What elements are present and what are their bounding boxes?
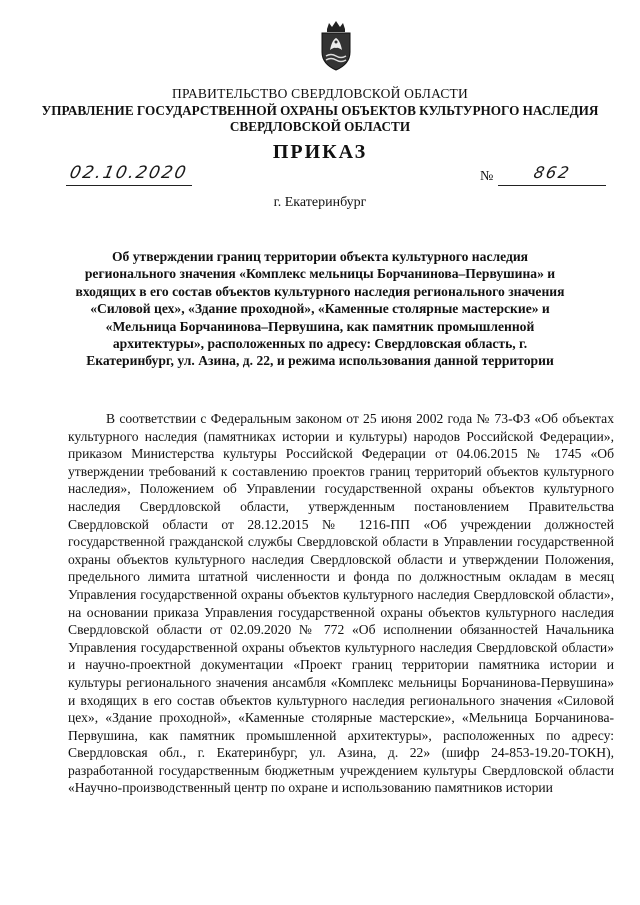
order-number-block (480, 163, 606, 185)
order-date-field (66, 163, 192, 186)
order-number-field (498, 163, 606, 186)
order-number: 862 (531, 163, 573, 182)
department-name-line1: УПРАВЛЕНИЕ ГОСУДАРСТВЕННОЙ ОХРАНЫ ОБЪЕКТОВ КУЛЬТУРНОГО НАСЛЕДИЯ (41, 103, 599, 118)
document-type: ПРИКАЗ (272, 141, 368, 163)
order-date: 02.10.2020 (67, 163, 190, 183)
sverdlovsk-coat-of-arms-icon (318, 20, 354, 72)
city: г. Екатеринбург (273, 195, 367, 210)
order-title: Об утверждении границ территории объекта культурного наследия регионального значения «Комплекс мельницы Борчанинова–Первушина» и входящих в его состав объектов культурного наследия регионального значения «Силовой цех», «Здание проходной», «Каменные столярные мастерские» и «Мельница Борчанинова–Первушина, как памятник промышленной архитектуры», расположенных по адресу: Свердловская область, г. Екатеринбург, ул. Азина, д. 22, и режима использования данной территории (75, 249, 565, 369)
number-sign: № (480, 169, 494, 184)
government-name: ПРАВИТЕЛЬСТВО СВЕРДЛОВСКОЙ ОБЛАСТИ (172, 86, 468, 101)
order-body-paragraph: В соответствии с Федеральным законом от 25 июня 2002 года № 73-ФЗ «Об объектах культурного наследия (памятниках истории и культуры) народов Российской Федерации», приказом Министерства культуры Российской Федерации от 04.06.2015 № 1745 «Об утверждении требований к составлению проектов границ территорий объектов культурного наследия», Положением об Управлении государственной охраны объектов культурного наследия Свердловской области, утвержденным постановлением Правительства Свердловской области от 28.12.2015 № 1216-ПП «Об учреждении должностей государственной гражданской службы Свердловской области в Управлении государственной охраны объектов культурного наследия Свердловской области и утверждении Положения, предельного лимита штатной численности и фонда по должностным окладам в месяц Управления государственной охраны объектов культурного наследия Свердловской области», на основании приказа Управления государственной охраны объектов культурного наследия Свердловской области от 02.09.2020 № 772 «Об исполнении обязанностей Начальника Управления государственной охраны объектов культурного наследия Свердловской области» и научно-проектной документации «Проект границ территории памятника истории и культуры регионального значения ансамбля «Комплекс мельницы Борчанинова-Первушина» и входящих в его состав объектов культурного наследия регионального значения «Силовой цех», «Здание проходной», «Каменные столярные мастерские», «Мельница Борчанинова-Первушина, как памятник промышленной архитектуры», расположенных по адресу: Свердловская обл., г. Екатеринбург, ул. Азина, д. 22» (шифр 24-853-19.20-ТОКН), разработанной государственным бюджетным учреждением культуры Свердловской области «Научно-производственный центр по охране и использованию памятников истории (68, 411, 614, 796)
department-name-line2: СВЕРДЛОВСКОЙ ОБЛАСТИ (229, 119, 411, 134)
